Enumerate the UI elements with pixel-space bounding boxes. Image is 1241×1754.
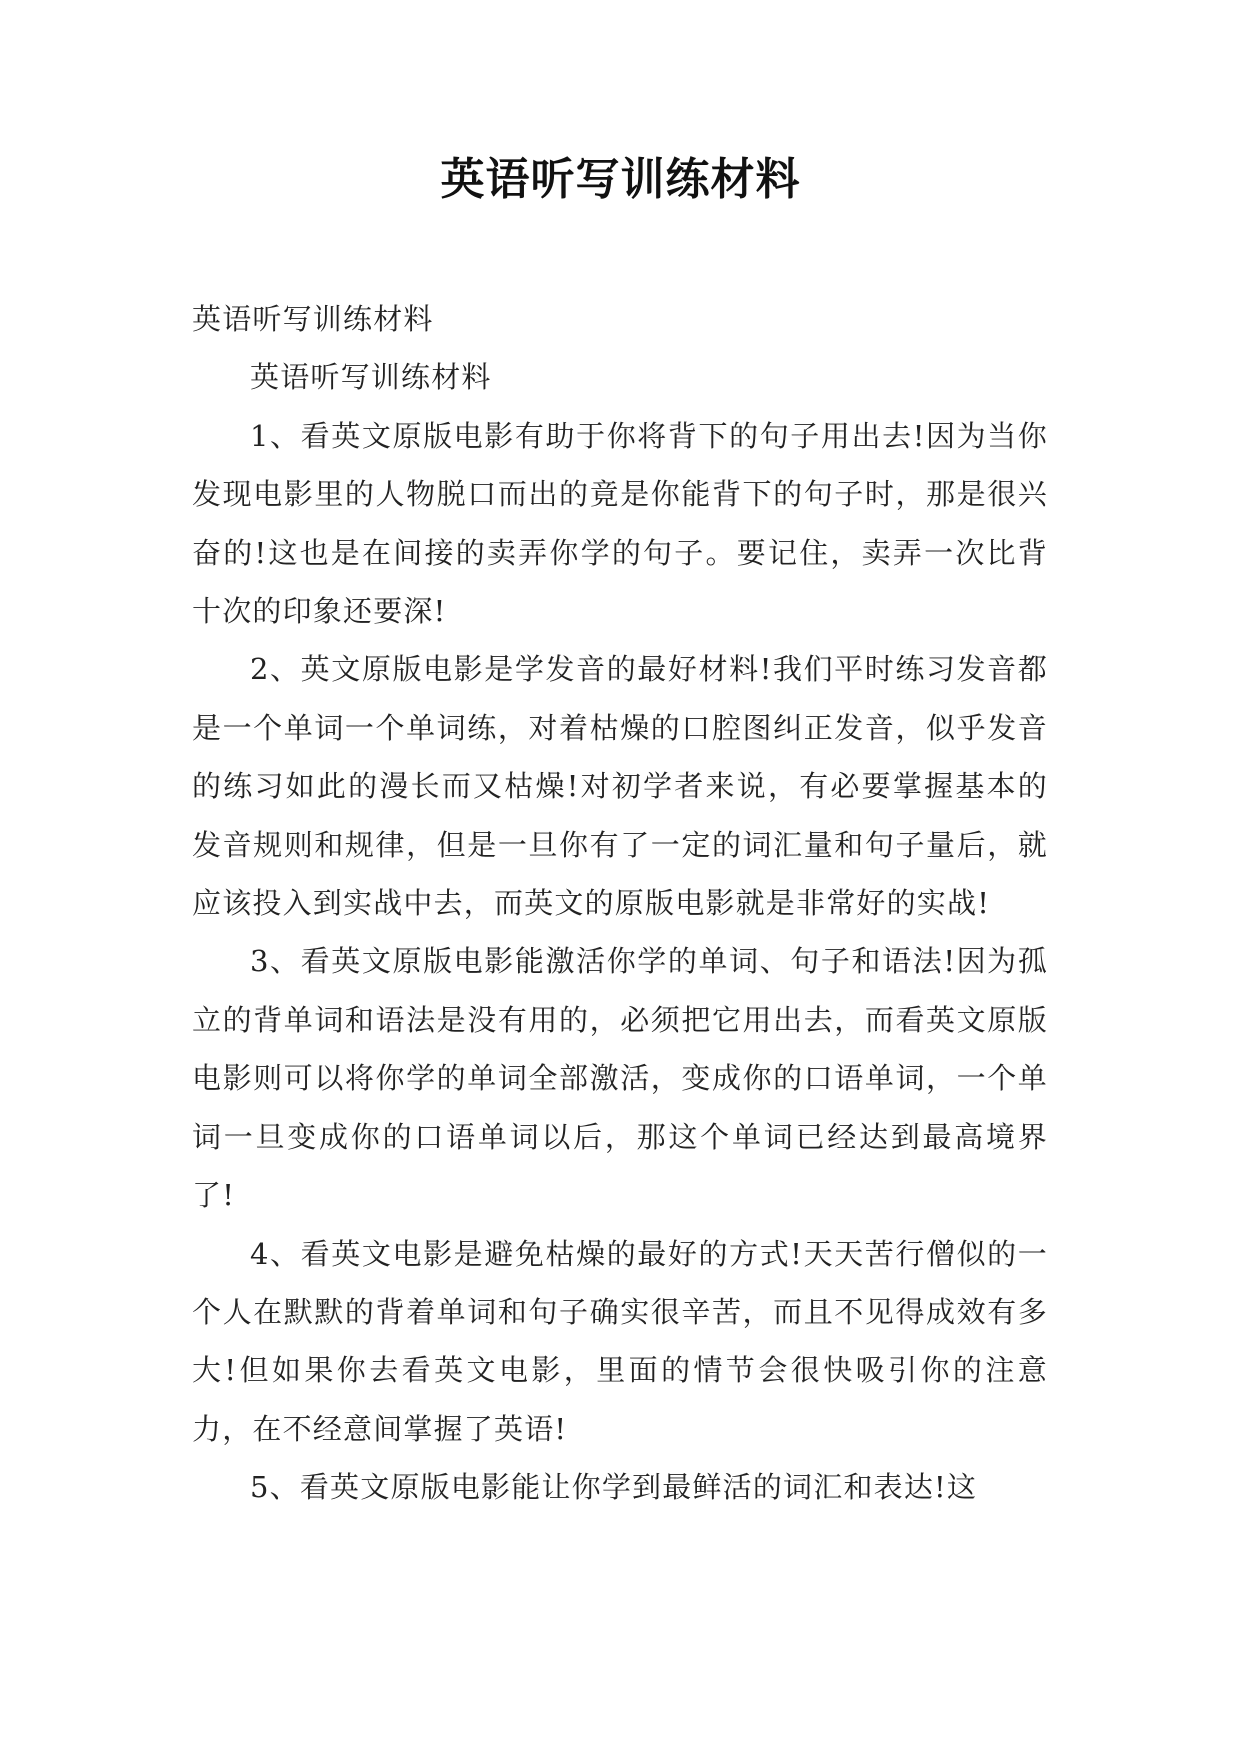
paragraph-heading: 英语听写训练材料 (192, 302, 434, 336)
document-title: 英语听写训练材料 (440, 154, 801, 205)
paragraph-4: 4、看英文电影是避免枯燥的最好的方式!天天苦行僧似的一个人在默默的背着单词和句子确实很辛苦，而且不见得成效有多大!但如果你去看英文电影，里面的情节会很快吸引你的注意力，在不经意间掌握了英语! (192, 1236, 1048, 1446)
paragraph-2: 2、英文原版电影是学发音的最好材料!我们平时练习发音都是一个单词一个单词练，对着枯燥的口腔图纠正发音，似乎发音的练习如此的漫长而又枯燥!对初学者来说，有必要掌握基本的发音规则和规律，但是一旦你有了一定的词汇量和句子量后，就应该投入到实战中去，而英文的原版电影就是非常好的实战! (192, 652, 1048, 921)
paragraph-5: 5、看英文原版电影能让你学到最鲜活的词汇和表达!这 (250, 1470, 978, 1505)
paragraph-subheading: 英语听写训练材料 (250, 360, 492, 395)
document-body (192, 290, 1048, 1517)
paragraph-1: 1、看英文原版电影有助于你将背下的句子用出去!因为当你发现电影里的人物脱口而出的竟是你能背下的句子时，那是很兴奋的!这也是在间接的卖弄你学的句子。要记住，卖弄一次比背十次的印象还要深! (192, 418, 1048, 629)
paragraph-3: 3、看英文原版电影能激活你学的单词、句子和语法!因为孤立的背单词和语法是没有用的，必须把它用出去，而看英文原版电影则可以将你学的单词全部激活，变成你的口语单词，一个单词一旦变成你的口语单词以后，那这个单词已经达到最高境界了! (192, 944, 1048, 1213)
